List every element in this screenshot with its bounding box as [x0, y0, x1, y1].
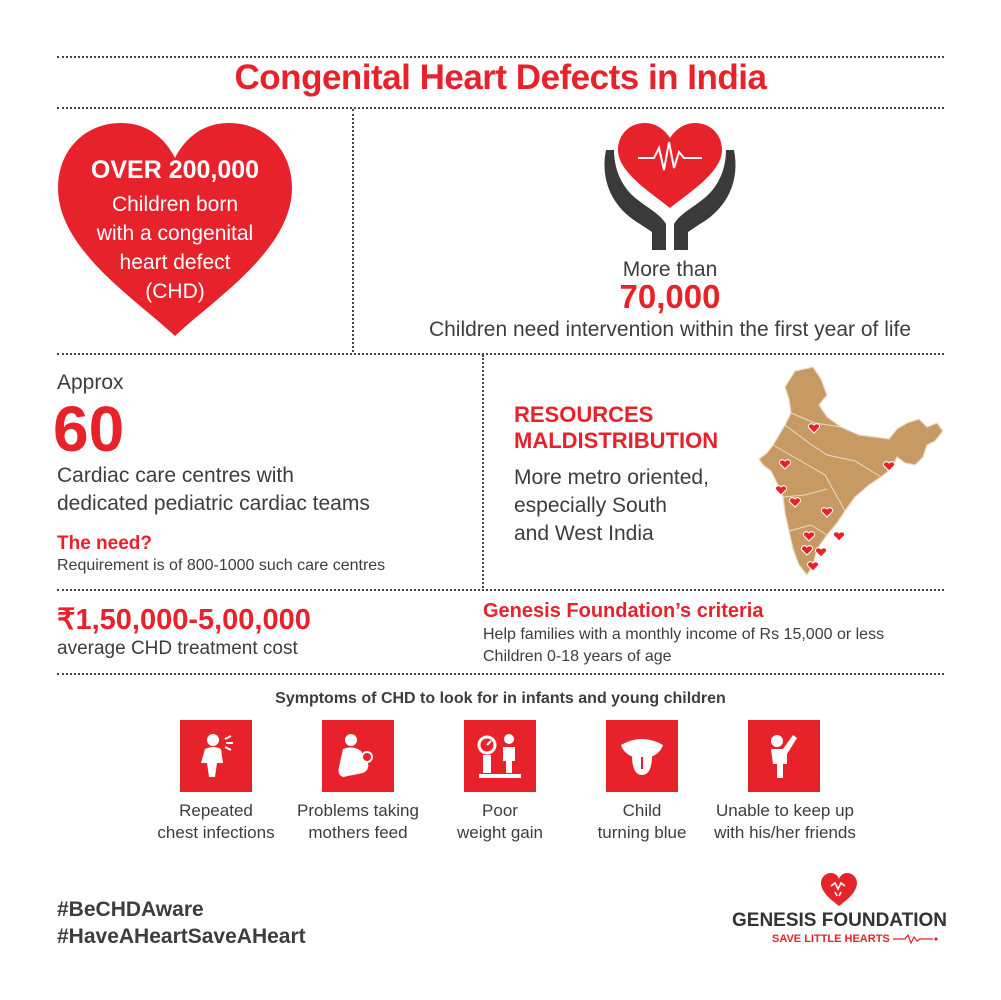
hands-holding-heart-icon	[600, 120, 740, 255]
logo-tagline-text: SAVE LITTLE HEARTS	[772, 933, 890, 945]
divider-vertical-1	[352, 109, 354, 352]
india-map-icon	[755, 365, 945, 580]
genesis-logo-heart-icon	[819, 872, 859, 908]
heart-stat-line1: Children born	[111, 193, 239, 216]
symptom-1-line1: Repeated	[179, 801, 253, 820]
criteria-line1: Help families with a monthly income of Rs 15,000 or less	[483, 626, 885, 643]
coughing-child-icon	[180, 720, 252, 792]
heart-stat-line3: heart defect	[119, 251, 231, 274]
need-desc: Requirement is of 800-1000 such care centres	[57, 557, 386, 574]
heart-stat-headline: OVER 200,000	[90, 156, 260, 184]
tired-child-icon	[748, 720, 820, 792]
resources-title-2: MALDISTRIBUTION	[514, 428, 719, 453]
logo-tagline	[772, 933, 939, 945]
weighing-scale-icon	[464, 720, 536, 792]
divider-row1	[57, 353, 944, 355]
heart-stat-line4: (CHD)	[145, 280, 205, 303]
symptom-4-line2: turning blue	[597, 823, 687, 842]
symptom-3-line2: weight gain	[456, 823, 543, 842]
intervention-number: 70,000	[619, 278, 721, 315]
symptom-5-line1: Unable to keep up	[716, 801, 854, 820]
heart-stat-line2: with a congenital	[96, 222, 254, 245]
divider-title	[57, 107, 944, 109]
symptom-3-line1: Poor	[482, 801, 518, 820]
blue-tongue-icon	[606, 720, 678, 792]
centres-number: 60	[53, 393, 125, 465]
divider-row3	[57, 673, 944, 675]
hashtag-2: #HaveAHeartSaveAHeart	[57, 925, 306, 948]
cost-desc: average CHD treatment cost	[57, 638, 298, 659]
symptom-2-line1: Problems taking	[297, 801, 419, 820]
centres-line1: Cardiac care centres with	[57, 464, 294, 487]
divider-vertical-2	[482, 355, 484, 588]
cost-amount: ₹1,50,000-5,00,000	[57, 604, 311, 636]
logo-name: GENESIS FOUNDATION	[732, 910, 947, 931]
resources-line1: More metro oriented,	[514, 466, 709, 489]
resources-line3: and West India	[514, 522, 654, 545]
centres-prefix: Approx	[57, 371, 124, 394]
need-title: The need?	[57, 533, 153, 554]
intervention-prefix: More than	[622, 258, 718, 281]
symptom-4-line1: Child	[622, 801, 662, 820]
symptom-5-line2: with his/her friends	[714, 823, 856, 842]
resources-title-1: RESOURCES	[514, 402, 654, 427]
heartbeat-line-icon	[893, 934, 939, 944]
criteria-line2: Children 0-18 years of age	[483, 648, 672, 665]
criteria-title: Genesis Foundation’s criteria	[483, 600, 764, 622]
centres-line2: dedicated pediatric cardiac teams	[57, 492, 370, 515]
divider-row2	[57, 589, 944, 591]
symptom-2-line2: mothers feed	[308, 823, 408, 842]
symptom-1-line2: chest infections	[157, 823, 275, 842]
intervention-desc: Children need intervention within the first year of life	[428, 318, 912, 341]
symptoms-heading: Symptoms of CHD to look for in infants and young children	[275, 690, 726, 707]
symptom-label-5	[699, 800, 871, 844]
hashtag-1: #BeCHDAware	[57, 898, 204, 921]
page-title: Congenital Heart Defects in India	[234, 58, 767, 97]
resources-line2: especially South	[514, 494, 667, 517]
mother-feeding-icon	[322, 720, 394, 792]
